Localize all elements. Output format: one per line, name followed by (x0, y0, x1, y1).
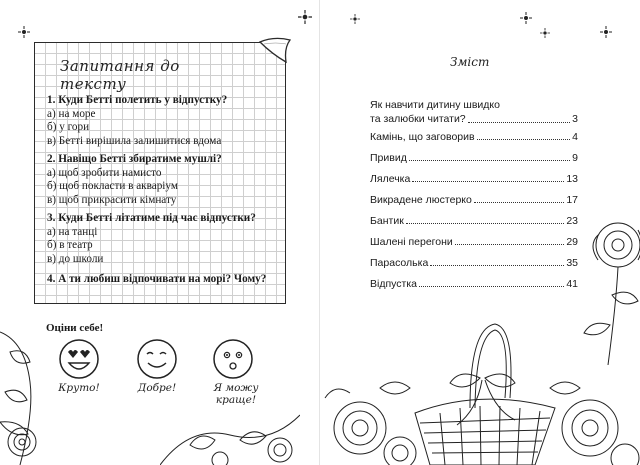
sparkle-icon (540, 28, 550, 38)
contents-item-page: 23 (566, 215, 578, 227)
answer-option: а) на танці (47, 225, 98, 238)
sparkle-icon (350, 14, 360, 24)
question-text: 1. Куди Бетті полетить у відпустку? (47, 94, 228, 106)
contents-item-page: 4 (572, 131, 578, 143)
question-block (47, 212, 283, 266)
answer-option: а) щоб зробити намисто (47, 166, 162, 179)
contents-item-title: Бантик (370, 215, 404, 227)
heart-eyes-face-icon (57, 337, 101, 381)
dot-leader (406, 223, 565, 224)
question-text: 4. А ти любиш відпочивати на морі? Чому? (47, 273, 267, 285)
basket-illustration (320, 318, 640, 465)
sparkle-icon (298, 10, 312, 24)
contents-item-row (370, 112, 578, 126)
face-label: Я можу краще! (213, 382, 259, 406)
flowers-illustration (0, 292, 60, 465)
answer-option: в) Бетті вирішила залишитися вдома (47, 134, 222, 147)
face-label: Круто! (58, 382, 100, 394)
contents-item (370, 257, 578, 269)
contents-item (370, 236, 578, 248)
contents-item (370, 98, 578, 126)
question-text: 2. Навіщо Бетті збиратиме мушлі? (47, 153, 222, 165)
contents-item-title: Шалені перегони (370, 236, 453, 248)
contents-item-page: 41 (566, 278, 578, 290)
questions-title: Запитання до тексту (60, 57, 180, 93)
contents-item-title: Викрадене люстерко (370, 194, 472, 206)
sparkle-icon (600, 26, 612, 38)
sparkle-icon (520, 12, 532, 24)
sparkle-icon (18, 26, 30, 38)
page-curl-icon (258, 36, 294, 66)
contents-item (370, 278, 578, 290)
contents-item (370, 173, 578, 185)
dot-leader (412, 181, 564, 182)
dot-leader (477, 139, 571, 140)
contents-item-title: Привид (370, 152, 407, 164)
contents-item (370, 194, 578, 206)
wink-face-icon (135, 337, 179, 381)
dot-leader (419, 286, 564, 287)
contents-item-title: Як навчити дитину швидко (370, 99, 500, 111)
answer-option: а) на море (47, 107, 96, 120)
contents-item (370, 131, 578, 143)
flowers-illustration (160, 395, 300, 465)
dot-leader (468, 122, 571, 123)
question-block (47, 94, 283, 148)
contents-item-page: 13 (566, 173, 578, 185)
contents-item (370, 152, 578, 164)
contents-title: Зміст (450, 55, 490, 69)
dot-leader (409, 160, 570, 161)
worried-face-icon (211, 337, 255, 381)
rate-title: Оціни себе! (46, 322, 104, 334)
contents-item-page: 35 (566, 257, 578, 269)
contents-item-page: 3 (572, 113, 578, 125)
contents-item-page: 29 (566, 236, 578, 248)
contents-item-title: Відпустка (370, 278, 418, 290)
contents-item-page: 17 (566, 194, 578, 206)
contents-item-title: Камінь, що заговорив (370, 131, 475, 143)
contents-item-title: Лялечка (370, 173, 411, 185)
question-block (47, 273, 283, 287)
dot-leader (430, 265, 564, 266)
contents-item-page: 9 (572, 152, 578, 164)
question-text: 3. Куди Бетті літатиме під час відпустки? (47, 212, 256, 224)
contents-item-title: та залюбки читати? (370, 113, 466, 125)
contents-item-title: Парасолька (370, 257, 429, 269)
answer-option: б) у гори (47, 121, 90, 133)
question-block (47, 153, 283, 207)
contents-item (370, 215, 578, 227)
answer-option: б) в театр (47, 239, 93, 251)
answer-option: б) щоб покласти в акваріум (47, 180, 178, 192)
dot-leader (474, 202, 564, 203)
dot-leader (455, 244, 565, 245)
answer-option: в) до школи (47, 252, 104, 265)
face-label: Добре! (137, 382, 177, 394)
answer-option: в) щоб прикрасити кімнату (47, 193, 177, 206)
